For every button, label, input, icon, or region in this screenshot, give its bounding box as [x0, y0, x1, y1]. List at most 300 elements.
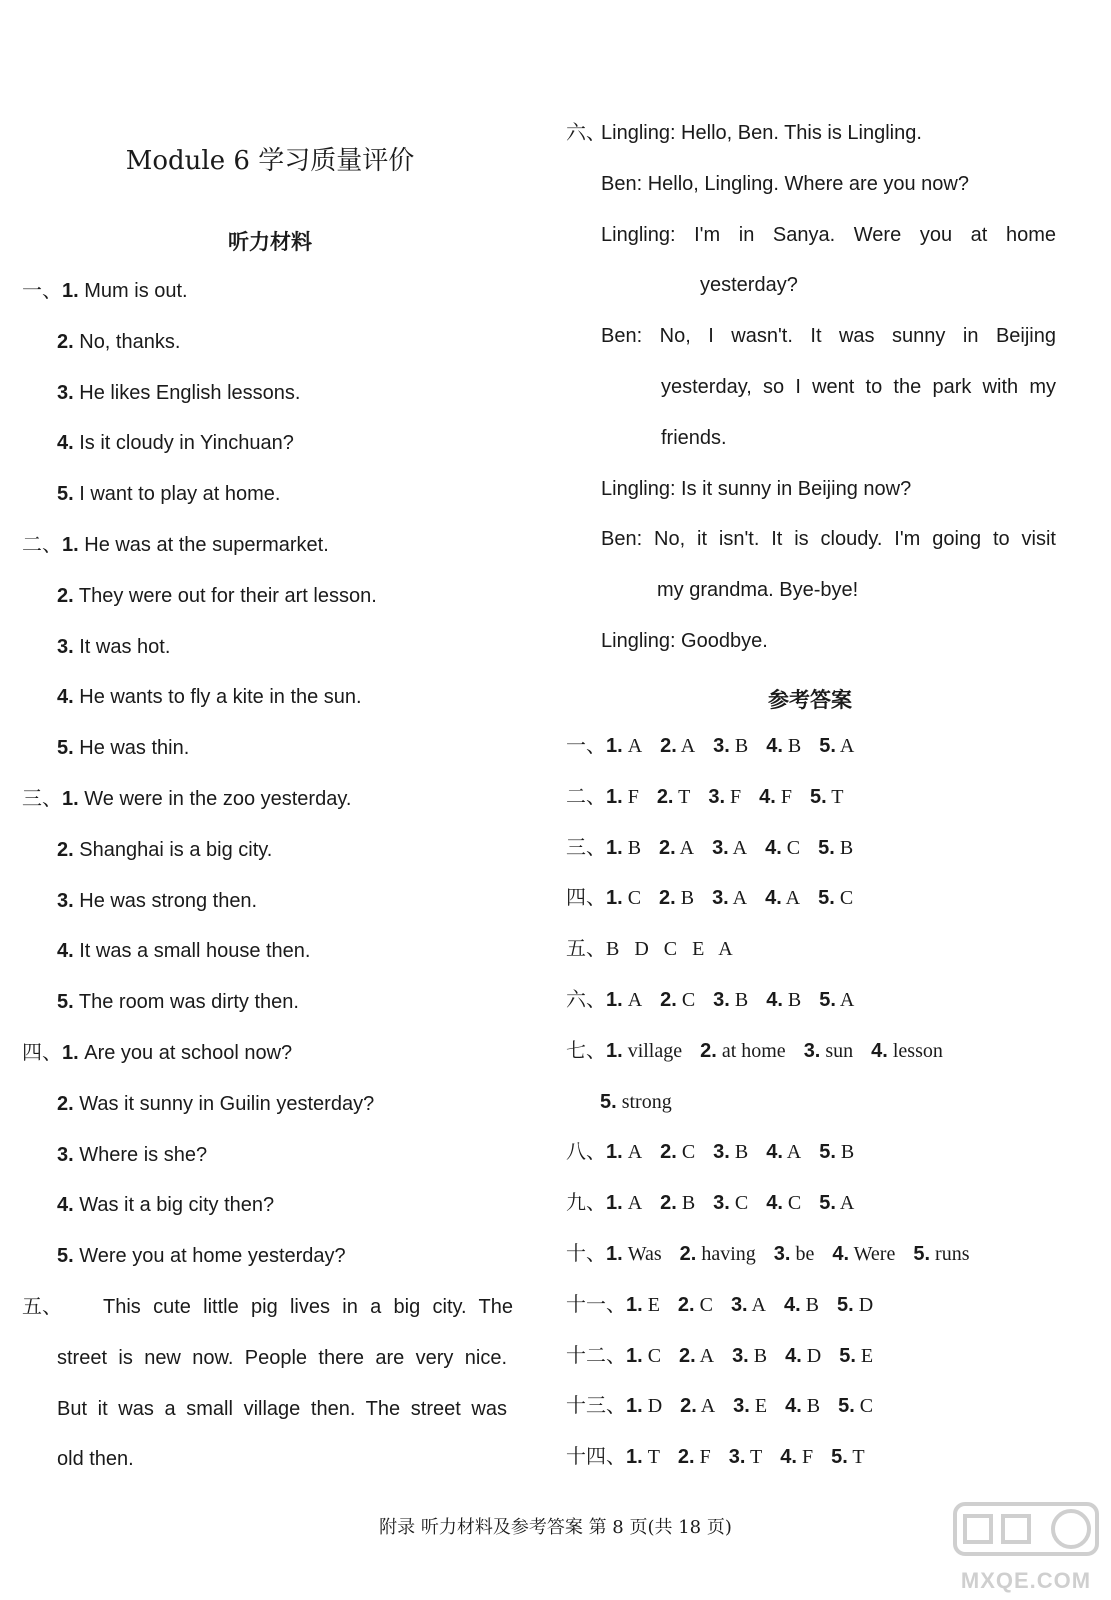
item-number: 3.	[57, 1143, 74, 1166]
answer-value: T	[642, 1446, 660, 1469]
answer-number: 4.	[785, 1395, 802, 1418]
listening-item	[22, 278, 188, 304]
item-text: No, thanks.	[73, 330, 181, 353]
answer-value: B	[729, 1141, 749, 1164]
answer-value: B	[801, 1395, 821, 1418]
answer-value: lesson	[887, 1039, 943, 1062]
listening-item	[57, 380, 300, 406]
answer-label: 八、	[566, 1141, 606, 1164]
answer-item	[819, 989, 854, 1011]
answer-value: A	[695, 1344, 715, 1367]
answer-number: 3.	[708, 785, 726, 808]
answer-item	[660, 1192, 695, 1214]
item-text: He was at the supermarket.	[78, 534, 329, 556]
answer-item	[819, 735, 854, 757]
answer-value: at home	[716, 1039, 786, 1062]
dialogue-line: Lingling: I'm in Sanya. Were you at home	[601, 223, 1056, 246]
section-label: 三、	[22, 788, 62, 810]
item-text: Are you at school now?	[78, 1042, 293, 1064]
dialogue-line: Ben: No, it isn't. It is cloudy. I'm going to visit	[601, 528, 1056, 551]
item-number: 3.	[57, 381, 74, 404]
answer-row	[566, 1190, 854, 1216]
section-label: 一、	[22, 280, 62, 302]
answer-number: 2.	[680, 1395, 697, 1418]
answer-value: A	[782, 1141, 802, 1164]
answer-number: 1.	[606, 735, 623, 757]
answer-number: 4.	[785, 1344, 802, 1367]
answer-row	[566, 987, 854, 1013]
answer-value: A	[747, 1293, 766, 1316]
item-text: Was it a big city then?	[73, 1194, 275, 1217]
passage-line: street is new now. People there are very nice.	[57, 1346, 507, 1369]
answer-item	[712, 837, 747, 859]
answer-number: 5.	[839, 1344, 856, 1367]
page-title: Module 6 学习质量评价	[125, 146, 415, 176]
answer-item	[606, 786, 639, 808]
answer-value: C	[694, 1293, 713, 1316]
item-text: The room was dirty then.	[73, 991, 299, 1014]
answer-number: 2.	[659, 836, 676, 859]
answer-item	[606, 837, 641, 859]
answer-number: 5.	[818, 887, 835, 910]
answer-item	[606, 887, 641, 909]
answer-value: C	[676, 989, 696, 1011]
answer-item	[839, 1345, 873, 1367]
item-text: He was strong then.	[73, 889, 258, 912]
answer-item	[680, 1243, 756, 1265]
answer-item	[731, 1294, 766, 1316]
answer-number: 4.	[766, 1192, 783, 1215]
answer-number: 3.	[713, 1141, 730, 1164]
dialogue-line: Lingling: Goodbye.	[601, 630, 768, 652]
answer-item	[679, 1345, 714, 1367]
item-number: 1.	[62, 280, 79, 302]
answer-item	[733, 1395, 767, 1417]
item-text: We were in the zoo yesterday.	[78, 788, 352, 810]
answer-value: C	[676, 1141, 696, 1164]
item-text: He likes English lessons.	[73, 381, 301, 404]
section-label: 五、	[22, 1296, 62, 1318]
answer-item	[810, 786, 844, 808]
item-text: They were out for their art lesson.	[73, 584, 377, 607]
answer-number: 2.	[660, 1141, 677, 1164]
listening-item	[57, 684, 362, 710]
answer-row	[566, 1241, 969, 1267]
answer-value: C	[854, 1395, 874, 1418]
watermark-logo-icon	[951, 1498, 1101, 1558]
answer-number: 1.	[626, 1344, 643, 1367]
answer-value: A	[676, 735, 696, 757]
answer-number: 4.	[783, 1293, 801, 1316]
answer-row	[566, 784, 844, 810]
section-label: 二、	[22, 534, 62, 556]
answer-value: C	[781, 836, 801, 859]
answer-number: 3.	[713, 735, 730, 757]
answer-number: 5.	[819, 1192, 836, 1215]
answer-number: 4.	[759, 785, 776, 808]
answer-row	[566, 1393, 873, 1419]
answer-item	[818, 837, 853, 859]
answer-item	[819, 1192, 854, 1214]
answer-number: 1.	[606, 887, 623, 910]
answer-item	[713, 989, 748, 1011]
answer-number: 5.	[837, 1293, 854, 1316]
answer-item	[831, 1446, 865, 1468]
answer-number: 1.	[606, 1141, 623, 1164]
answer-item	[660, 735, 695, 757]
listening-item	[22, 786, 351, 812]
answer-value: having	[696, 1243, 756, 1265]
answer-item	[713, 735, 748, 757]
answer-value: A	[696, 1395, 716, 1418]
answer-label: 十、	[566, 1243, 606, 1265]
answer-number: 2.	[660, 989, 677, 1011]
answer-item	[606, 989, 642, 1011]
answer-number: 5.	[818, 836, 835, 859]
listening-item	[57, 634, 170, 660]
item-number: 4.	[57, 1194, 74, 1217]
item-number: 5.	[57, 1245, 74, 1268]
answer-item	[626, 1345, 661, 1367]
answer-label: 十三、	[566, 1395, 626, 1418]
answer-number: 3.	[803, 1039, 821, 1062]
answer-value: B	[676, 1192, 696, 1215]
answer-value: A	[835, 989, 855, 1011]
answer-item	[729, 1446, 763, 1468]
answer-item	[784, 1294, 819, 1316]
answer-number: 1.	[606, 1039, 623, 1062]
listening-heading: 听力材料	[228, 230, 312, 254]
item-number: 5.	[57, 991, 74, 1014]
answers-heading: 参考答案	[768, 688, 852, 712]
answer-item	[766, 1141, 801, 1163]
answer-label: 十一、	[566, 1293, 626, 1316]
answer-value: D	[642, 1395, 663, 1418]
answer-value: F	[725, 785, 742, 808]
answer-number: 5.	[600, 1090, 617, 1113]
item-text: It was hot.	[73, 635, 171, 658]
dialogue-line: my grandma. Bye-bye!	[657, 579, 859, 602]
answer-value: B	[834, 836, 854, 859]
answer-number: 4.	[780, 1446, 797, 1469]
answer-label: 十二、	[566, 1344, 626, 1367]
answer-label: 二、	[566, 785, 606, 808]
answer-value: A	[728, 836, 748, 859]
answer-value: A	[781, 887, 801, 910]
answer-row-continued	[600, 1089, 672, 1115]
answer-row	[566, 1139, 854, 1165]
answer-number: 3.	[732, 1344, 749, 1367]
page-footer: 附录 听力材料及参考答案 第 8 页(共 18 页)	[379, 1517, 732, 1538]
answer-label: 四、	[566, 887, 606, 910]
answer-value: be	[790, 1243, 815, 1265]
answer-label: 五、	[566, 938, 606, 961]
answer-item	[838, 1395, 873, 1417]
item-number: 5.	[57, 483, 74, 506]
answer-value: B	[675, 887, 695, 910]
answer-item	[606, 1192, 642, 1214]
answer-value: D	[801, 1344, 822, 1367]
listening-item	[57, 329, 180, 355]
answer-value: T	[826, 785, 844, 808]
item-number: 4.	[57, 686, 74, 709]
item-text: Mum is out.	[78, 280, 188, 302]
answer-item	[606, 1040, 682, 1062]
answer-item	[766, 1192, 801, 1214]
answer-row	[566, 1343, 873, 1369]
answer-number: 4.	[766, 735, 783, 757]
item-text: Shanghai is a big city.	[73, 838, 273, 861]
answer-number: 3.	[712, 887, 729, 910]
dialogue-line: Lingling: Hello, Ben. This is Lingling.	[601, 122, 922, 144]
item-number: 1.	[62, 1042, 79, 1064]
answer-number: 2.	[660, 735, 677, 757]
passage-line: old then.	[57, 1448, 134, 1471]
answer-number: 4.	[832, 1243, 850, 1265]
item-number: 2.	[57, 1092, 74, 1115]
passage-line: This cute little pig lives in a big city. The	[103, 1296, 513, 1318]
answer-number: 4.	[765, 836, 782, 859]
answer-number: 5.	[809, 785, 827, 808]
answer-label: 七、	[566, 1039, 606, 1062]
answer-item	[680, 1395, 715, 1417]
listening-item	[22, 1040, 292, 1066]
answer-value: T	[673, 785, 691, 808]
answer-item	[913, 1243, 969, 1265]
answer-number: 1.	[626, 1293, 643, 1316]
answer-number: 3.	[713, 1192, 730, 1215]
answer-item	[785, 1345, 821, 1367]
answer-item	[766, 735, 801, 757]
answer-value: A	[622, 1192, 643, 1215]
answer-value: F	[775, 785, 792, 808]
answer-row	[566, 1038, 943, 1064]
answer-number: 1.	[606, 1243, 623, 1265]
answer-item	[712, 887, 747, 909]
answer-number: 5.	[819, 989, 836, 1011]
listening-item	[57, 1192, 274, 1218]
answer-number: 1.	[606, 1192, 623, 1215]
answer-value: village	[622, 1039, 683, 1062]
answer-item	[626, 1395, 662, 1417]
answer-number: 2.	[677, 1446, 695, 1469]
answer-item	[785, 1395, 820, 1417]
answer-item	[657, 786, 691, 808]
item-text: Were you at home yesterday?	[73, 1245, 346, 1268]
answer-item	[660, 989, 695, 1011]
section-label: 六、	[566, 122, 606, 144]
answer-number: 3.	[773, 1243, 791, 1265]
answer-label: 九、	[566, 1192, 606, 1215]
listening-item	[57, 1091, 374, 1117]
item-number: 1.	[62, 534, 79, 556]
answer-value: Was	[622, 1243, 662, 1265]
answer-value: B	[835, 1141, 855, 1164]
answer-item	[832, 1243, 895, 1265]
answer-item	[774, 1243, 815, 1265]
answer-number: 1.	[606, 836, 623, 859]
answer-value: F	[694, 1446, 711, 1469]
answer-item	[708, 786, 741, 808]
listening-item	[57, 735, 189, 761]
answer-item	[765, 887, 800, 909]
answer-number: 2.	[659, 887, 676, 910]
answer-item	[804, 1040, 853, 1062]
answer-row	[566, 1292, 873, 1318]
answer-item	[766, 989, 801, 1011]
answer-value: C	[622, 887, 642, 910]
item-number: 2.	[57, 584, 74, 607]
answer-item	[759, 786, 792, 808]
answer-label: 十四、	[566, 1446, 626, 1469]
answer-item	[659, 837, 694, 859]
answer-row	[566, 936, 733, 962]
answer-number: 5.	[913, 1243, 931, 1265]
answer-value: A	[622, 1141, 643, 1164]
answer-value: A	[622, 989, 643, 1011]
answer-value: C	[729, 1192, 749, 1215]
answer-item	[626, 1446, 660, 1468]
answer-item	[732, 1345, 767, 1367]
listening-item	[57, 989, 299, 1015]
answer-value: runs	[930, 1243, 970, 1265]
dialogue-line: Ben: No, I wasn't. It was sunny in Beijing	[601, 325, 1056, 348]
answer-item	[780, 1446, 813, 1468]
answer-value: B	[800, 1293, 819, 1316]
answer-number: 2.	[656, 785, 674, 808]
answer-label: 六、	[566, 989, 606, 1011]
answer-item	[837, 1294, 873, 1316]
answer-number: 1.	[626, 1446, 643, 1469]
answer-value: F	[796, 1446, 814, 1469]
answer-value: A	[675, 836, 695, 859]
item-number: 4.	[57, 940, 74, 963]
item-number: 3.	[57, 635, 74, 658]
answer-number: 1.	[626, 1395, 643, 1418]
answer-value: D	[853, 1293, 874, 1316]
section-label: 四、	[22, 1042, 62, 1064]
answer-number: 4.	[766, 1141, 783, 1164]
dialogue-line: Ben: Hello, Lingling. Where are you now?	[601, 172, 969, 195]
answer-value: sun	[820, 1039, 854, 1062]
answer-number: 4.	[871, 1039, 888, 1062]
item-number: 2.	[57, 330, 74, 353]
answer-item	[659, 887, 694, 909]
answer-value: B	[748, 1344, 768, 1367]
answer-number: 2.	[679, 1344, 696, 1367]
answer-number: 1.	[606, 785, 623, 808]
answer-number: 3.	[730, 1293, 748, 1316]
listening-item	[57, 938, 310, 964]
answer-row	[566, 1444, 865, 1470]
item-number: 3.	[57, 889, 74, 912]
answer-number: 3.	[713, 989, 730, 1011]
watermark-url: MXQE.COM	[960, 1568, 1092, 1593]
answer-number: 3.	[712, 836, 729, 859]
answer-item	[606, 1243, 662, 1265]
answer-value: A	[835, 735, 855, 757]
answer-label: 三、	[566, 836, 606, 859]
listening-item	[57, 1243, 346, 1269]
answer-item	[765, 837, 800, 859]
item-text: It was a small house then.	[73, 940, 311, 963]
watermark-logo	[951, 1498, 1101, 1594]
answer-number: 5.	[838, 1395, 855, 1418]
answer-number: 5.	[819, 1141, 836, 1164]
item-number: 2.	[57, 838, 74, 861]
answer-number: 5.	[831, 1446, 848, 1469]
item-text: Where is she?	[73, 1143, 208, 1166]
dialogue-line: yesterday, so I went to the park with my	[661, 376, 1056, 398]
answer-item	[871, 1040, 943, 1062]
passage-line: But it was a small village then. The street was	[57, 1397, 507, 1420]
item-text: I want to play at home.	[73, 483, 281, 506]
answer-value: E	[642, 1293, 660, 1316]
answer-item	[713, 1192, 748, 1214]
dialogue-line: friends.	[661, 426, 727, 449]
answer-item	[626, 1294, 660, 1316]
answer-item	[678, 1294, 713, 1316]
answer-label: 一、	[566, 735, 606, 757]
answer-value: A	[622, 735, 643, 757]
answer-row	[566, 733, 854, 759]
answer-number: 4.	[765, 887, 782, 910]
item-number: 4.	[57, 432, 74, 455]
answer-value: T	[745, 1446, 763, 1469]
answer-item	[678, 1446, 711, 1468]
dialogue-line: yesterday?	[700, 274, 798, 297]
item-text: Is it cloudy in Yinchuan?	[73, 432, 294, 455]
answer-value: B	[622, 836, 642, 859]
item-number: 1.	[62, 788, 79, 810]
answer-value: B	[782, 735, 802, 757]
answer-item	[819, 1141, 854, 1163]
listening-item	[57, 888, 257, 914]
answer-number: 2.	[679, 1243, 697, 1265]
listening-item	[57, 1142, 207, 1168]
answer-value: C	[834, 887, 854, 910]
answer-number: 3.	[733, 1395, 750, 1418]
answer-number: 3.	[728, 1446, 746, 1469]
listening-item	[22, 532, 329, 558]
answer-value: C	[782, 1192, 802, 1215]
answer-item	[818, 887, 853, 909]
answer-number: 2.	[660, 1192, 677, 1215]
listening-item	[57, 583, 377, 609]
answer-number: 2.	[677, 1293, 695, 1316]
answer-item	[713, 1141, 748, 1163]
item-number: 5.	[57, 737, 74, 760]
answer-value: strong	[616, 1090, 672, 1113]
listening-item	[57, 837, 272, 863]
listening-item	[57, 430, 294, 456]
answer-value: T	[847, 1446, 865, 1469]
answer-value: F	[622, 785, 639, 808]
answer-item	[606, 735, 642, 757]
answer-number: 4.	[766, 989, 783, 1011]
item-text: He wants to fly a kite in the sun.	[73, 686, 362, 709]
answer-item	[660, 1141, 695, 1163]
answer-sequence: B D C E A	[606, 938, 733, 961]
answer-number: 5.	[819, 735, 836, 757]
answer-value: B	[729, 989, 749, 1011]
answer-value: E	[855, 1344, 874, 1367]
answer-value: E	[749, 1395, 768, 1418]
listening-item	[57, 481, 280, 507]
answer-value: B	[782, 989, 802, 1011]
answer-item	[700, 1040, 786, 1062]
answer-row	[566, 835, 853, 861]
